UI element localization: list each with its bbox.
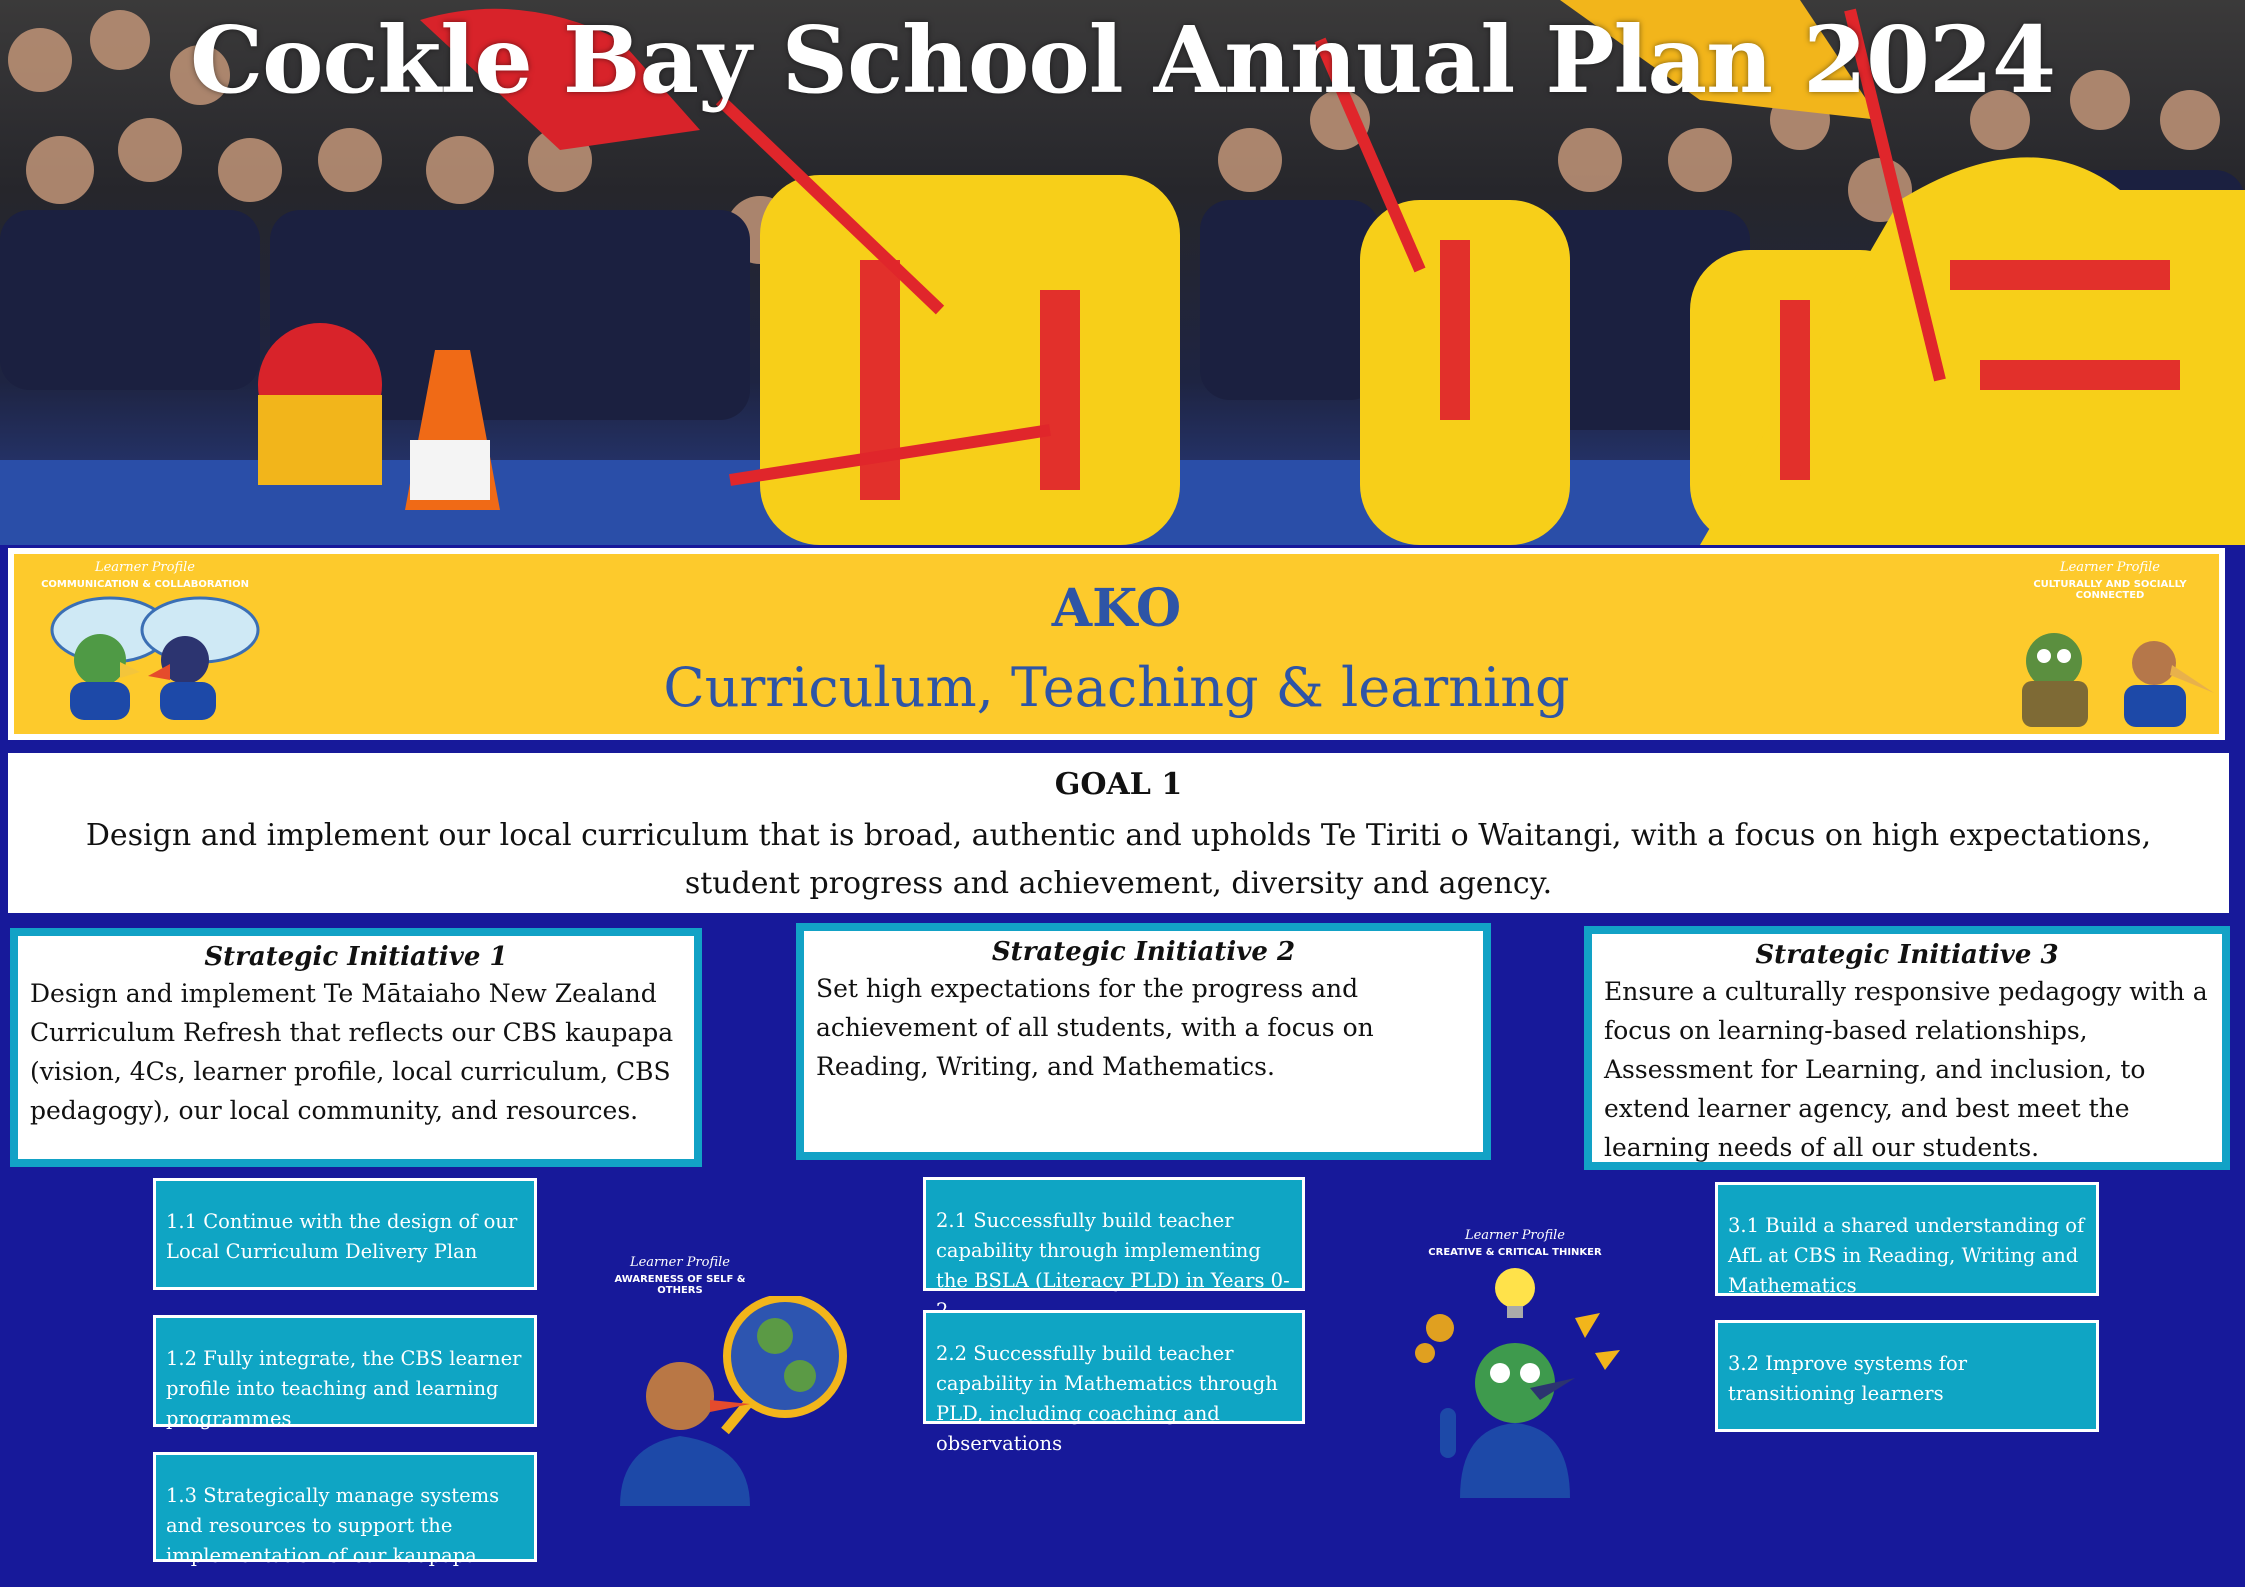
action-1-3-text: 1.3 Strategically manage systems and resources to support the implementation of our kaupapa: [166, 1484, 500, 1567]
action-1-2-text: 1.2 Fully integrate, the CBS learner profile into teaching and learning programmes: [166, 1347, 522, 1430]
awareness-profile-label: AWARENESS OF SELF & OTHERS: [614, 1274, 746, 1296]
strategic-initiative-3: [1584, 926, 2230, 1170]
banner-title: AKO: [1051, 578, 1182, 639]
action-2-1-text: 2.1 Successfully build teacher capability through implementing the BSLA (Literacy PLD) in Years 0-: [936, 1209, 1290, 1292]
initiative-3-title: Strategic Initiative 3: [1755, 940, 2059, 970]
initiative-1-title: Strategic Initiative 1: [204, 942, 508, 972]
initiative-3-text: Ensure a culturally responsive pedagogy with a focus on learning-based relationships, Assessment for Learning, and inclusion, to extend learner agency, and best meet the learning needs of all our students.: [1604, 977, 2208, 1162]
magnifier-bird-icon: [600, 1296, 860, 1516]
initiative-2-title: Strategic Initiative 2: [991, 937, 1296, 967]
kiwi-mascots-icon: [2004, 601, 2216, 731]
bird-mascots-icon: [20, 590, 270, 720]
hero-photo: [0, 0, 2245, 545]
page-title: Cockle Bay School Annual Plan 2024: [189, 6, 2056, 114]
left-learner-profile: [20, 560, 270, 724]
strategic-initiative-2: [796, 923, 1491, 1160]
action-1-2: [153, 1315, 537, 1430]
left-profile-title: Learner Profile: [94, 560, 195, 575]
action-1-1-text: 1.1 Continue with the design of our Local Curriculum Delivery Plan: [166, 1210, 518, 1263]
banner-subtitle: Curriculum, Teaching & learning: [663, 656, 1570, 719]
right-learner-profile: [2004, 560, 2216, 735]
action-3-1: [1715, 1182, 2099, 1296]
initiative-2-text: Set high expectations for the progress and achievement of all students, with a focus on Reading, Writing, and Mathematics.: [816, 974, 1374, 1081]
goal-title: GOAL 1: [1054, 767, 1183, 802]
action-1-3: [153, 1452, 537, 1567]
creative-profile-title: Learner Profile: [1464, 1228, 1565, 1243]
right-profile-label: CULTURALLY AND SOCIALLY CONNECTED: [2033, 579, 2187, 601]
action-2-1: [923, 1177, 1305, 1291]
ako-banner: [8, 548, 2225, 740]
left-profile-label: COMMUNICATION & COLLABORATION: [41, 579, 249, 590]
goal-text: Design and implement our local curriculum that is broad, authentic and upholds Te Tiriti o Waitangi, with a focus on high expectations, student progress and achievement, diversity and agency.: [85, 818, 2152, 901]
creative-mascot: [1400, 1228, 1630, 1502]
action-3-2-text: 3.2 Improve systems for transitioning learners: [1728, 1352, 1968, 1405]
action-1-1: [153, 1178, 537, 1290]
awareness-profile-title: Learner Profile: [629, 1255, 730, 1270]
action-2-2: [923, 1310, 1305, 1455]
right-profile-title: Learner Profile: [2059, 560, 2160, 575]
action-3-2: [1715, 1320, 2099, 1432]
goal-panel: [8, 753, 2229, 913]
awareness-mascot: [600, 1255, 860, 1520]
initiative-1-text: Design and implement Te Mātaiaho New Zealand Curriculum Refresh that reflects our CBS kaupapa (vision, 4Cs, learner profile, local curriculum, CBS pedagogy), our local community, and resources.: [30, 979, 674, 1125]
lightbulb-bird-icon: [1400, 1258, 1630, 1498]
action-2-2-text: 2.2 Successfully build teacher capability in Mathematics through PLD, including coaching and observations: [936, 1342, 1278, 1455]
strategic-initiative-1: [10, 928, 702, 1167]
creative-profile-label: CREATIVE & CRITICAL THINKER: [1428, 1247, 1602, 1258]
action-3-1-text: 3.1 Build a shared understanding of AfL at CBS in Reading, Writing and Mathematics: [1728, 1214, 2085, 1297]
